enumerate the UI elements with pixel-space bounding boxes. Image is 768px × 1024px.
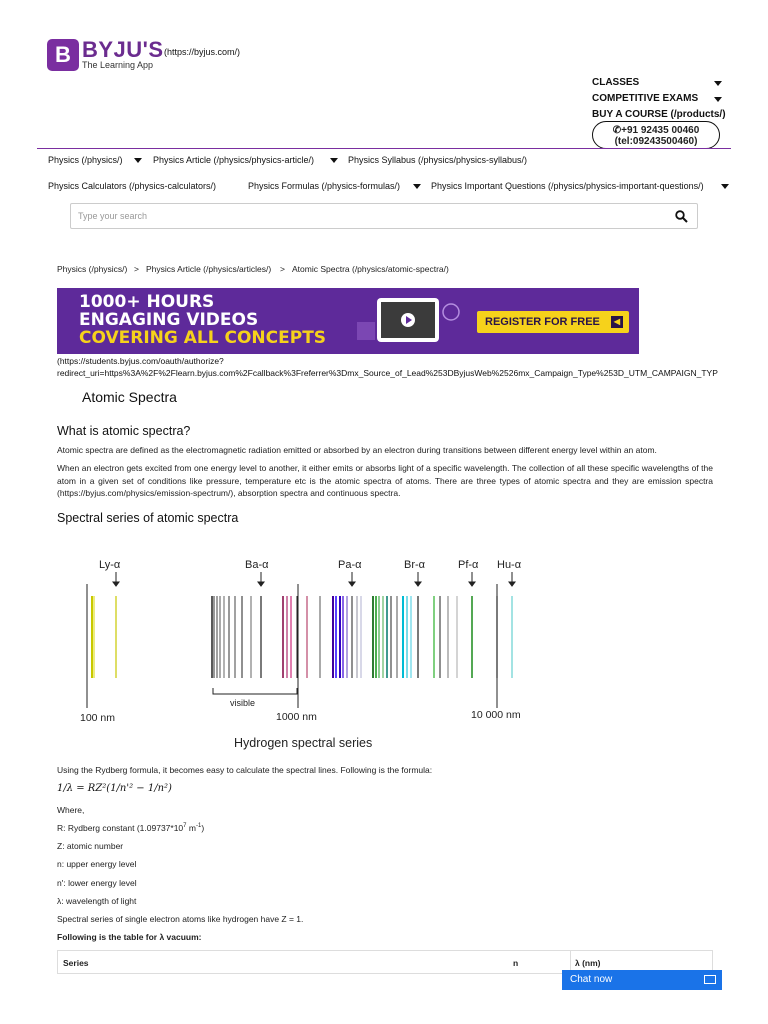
subnav-physics-formulas[interactable]: Physics Formulas (/physics-formulas/): [248, 181, 401, 191]
def-wavelength: λ: wavelength of light: [57, 896, 137, 906]
section-heading-what: What is atomic spectra?: [57, 424, 191, 438]
promo-banner[interactable]: [57, 288, 639, 354]
chat-now-button[interactable]: Chat now: [562, 970, 722, 990]
byjus-logo[interactable]: B: [47, 39, 79, 71]
arrow-left-icon: ◀: [611, 316, 623, 328]
chevron-down-icon[interactable]: [721, 184, 729, 189]
paragraph-definition: Atomic spectra are defined as the electromagnetic radiation emitted or absorbed by an electron during transitions between different energy level within an atom.: [57, 445, 657, 455]
label-pa-alpha: Pa-α: [338, 559, 362, 571]
def-lower-level: n': lower energy level: [57, 878, 137, 888]
breadcrumb-physics[interactable]: Physics (/physics/): [57, 264, 128, 274]
breadcrumb-separator: >: [134, 264, 139, 274]
phone-button[interactable]: ✆+91 92435 00460 (tel:09243500460): [592, 121, 720, 149]
def-atomic-number: Z: atomic number: [57, 841, 124, 851]
register-free-button[interactable]: REGISTER FOR FREE ◀: [477, 311, 629, 333]
series-arrows: [113, 572, 515, 586]
z-equals-one: Spectral series of single electron atoms like hydrogen have Z = 1.: [57, 914, 304, 924]
scale-ticks: [87, 584, 497, 708]
chevron-down-icon[interactable]: [134, 158, 142, 163]
brand-name[interactable]: BYJU'S: [82, 37, 164, 62]
nav-buy-course[interactable]: BUY A COURSE (/products/): [592, 109, 726, 120]
phone-icon: ✆: [612, 125, 622, 136]
breadcrumb-separator: >: [280, 264, 285, 274]
where-label: Where,: [57, 805, 85, 815]
col-series: Series: [63, 958, 89, 968]
subnav-important-questions[interactable]: Physics Important Questions (/physics/physics-important-questions/): [431, 181, 704, 191]
def-rydberg-constant: R: Rydberg constant ($1.09737*10^7$ $m^{-1}$): [57, 823, 205, 833]
paragraph-description: When an electron gets excited from one energy level to another, it either emits or absorbs light of a specific wavelength. The collection of all these specific wavelengths of the atom in a given set of conditions like pressure, temperature etc is the atomic spectra of atoms. There are three types of atomic spectra and they are emission spectra (https://byjus.com/physics/emission-spectrum/), absorption spectra and continuous spectra.: [57, 463, 713, 498]
search-icon[interactable]: [675, 210, 688, 223]
rydberg-intro: Using the Rydberg formula, it becomes easy to calculate the spectral lines. Following is the formula:: [57, 765, 433, 775]
chevron-down-icon[interactable]: [714, 81, 722, 86]
label-hu-alpha: Hu-α: [497, 559, 522, 571]
tablet-video-illustration: [347, 292, 467, 352]
chevron-down-icon[interactable]: [413, 184, 421, 189]
banner-link-text[interactable]: (https://students.byjus.com/oauth/authorize? redirect_uri=https%3A%2F%2Flearn.byjus.com%2Fcallback%3Freferrer%3Dmx_Source_of_Lead%253DByjusWeb%2526mx_Campaign_Type%253D_UTM_CAMPAIGN_TYP: [57, 356, 718, 378]
label-ba-alpha: Ba-α: [245, 559, 269, 571]
chevron-down-icon[interactable]: [714, 97, 722, 102]
label-visible: visible: [230, 698, 256, 708]
search-bar: [70, 203, 698, 229]
chevron-down-icon[interactable]: [330, 158, 338, 163]
section-heading-series: Spectral series of atomic spectra: [57, 511, 239, 525]
hydrogen-spectral-series-diagram: [57, 548, 577, 758]
subnav-physics-article[interactable]: Physics Article (/physics/physics-article/): [153, 155, 315, 165]
banner-headline: 1000+ HOURS ENGAGING VIDEOS COVERING ALL CONCEPTS: [79, 292, 327, 348]
subnav-physics-syllabus[interactable]: Physics Syllabus (/physics/physics-syllabus/): [348, 155, 528, 165]
chat-window-icon: [704, 975, 716, 984]
page-title: Atomic Spectra: [82, 389, 177, 405]
def-upper-level: n: upper energy level: [57, 859, 137, 869]
brand-tagline: The Learning App: [82, 60, 154, 70]
label-ly-alpha: Ly-α: [99, 559, 121, 571]
brand-url[interactable]: (https://byjus.com/): [164, 47, 241, 57]
search-input[interactable]: [71, 204, 640, 228]
header-divider: [37, 148, 731, 149]
col-n: n: [513, 958, 519, 968]
breadcrumb-atomic-spectra[interactable]: Atomic Spectra (/physics/atomic-spectra/): [292, 264, 449, 274]
col-lambda: λ (nm): [575, 958, 601, 968]
rydberg-formula: 1/λ = RZ²(1/n'² − 1/n²): [57, 783, 172, 794]
tick-1000nm: 1000 nm: [276, 711, 317, 723]
table-intro: Following is the table for λ vacuum:: [57, 932, 202, 942]
tick-10000nm: 10 000 nm: [471, 709, 521, 721]
nav-competitive-exams[interactable]: COMPETITIVE EXAMS: [592, 93, 699, 104]
label-pf-alpha: Pf-α: [458, 559, 479, 571]
tick-100nm: 100 nm: [80, 712, 116, 724]
subnav-physics[interactable]: Physics (/physics/): [48, 155, 123, 165]
nav-classes[interactable]: CLASSES: [592, 77, 640, 88]
visible-bracket: [213, 688, 297, 694]
subnav-physics-calculators[interactable]: Physics Calculators (/physics-calculators/): [48, 181, 217, 191]
breadcrumb-physics-article[interactable]: Physics Article (/physics/articles/): [146, 264, 272, 274]
label-br-alpha: Br-α: [404, 559, 426, 571]
diagram-caption: Hydrogen spectral series: [234, 736, 373, 750]
